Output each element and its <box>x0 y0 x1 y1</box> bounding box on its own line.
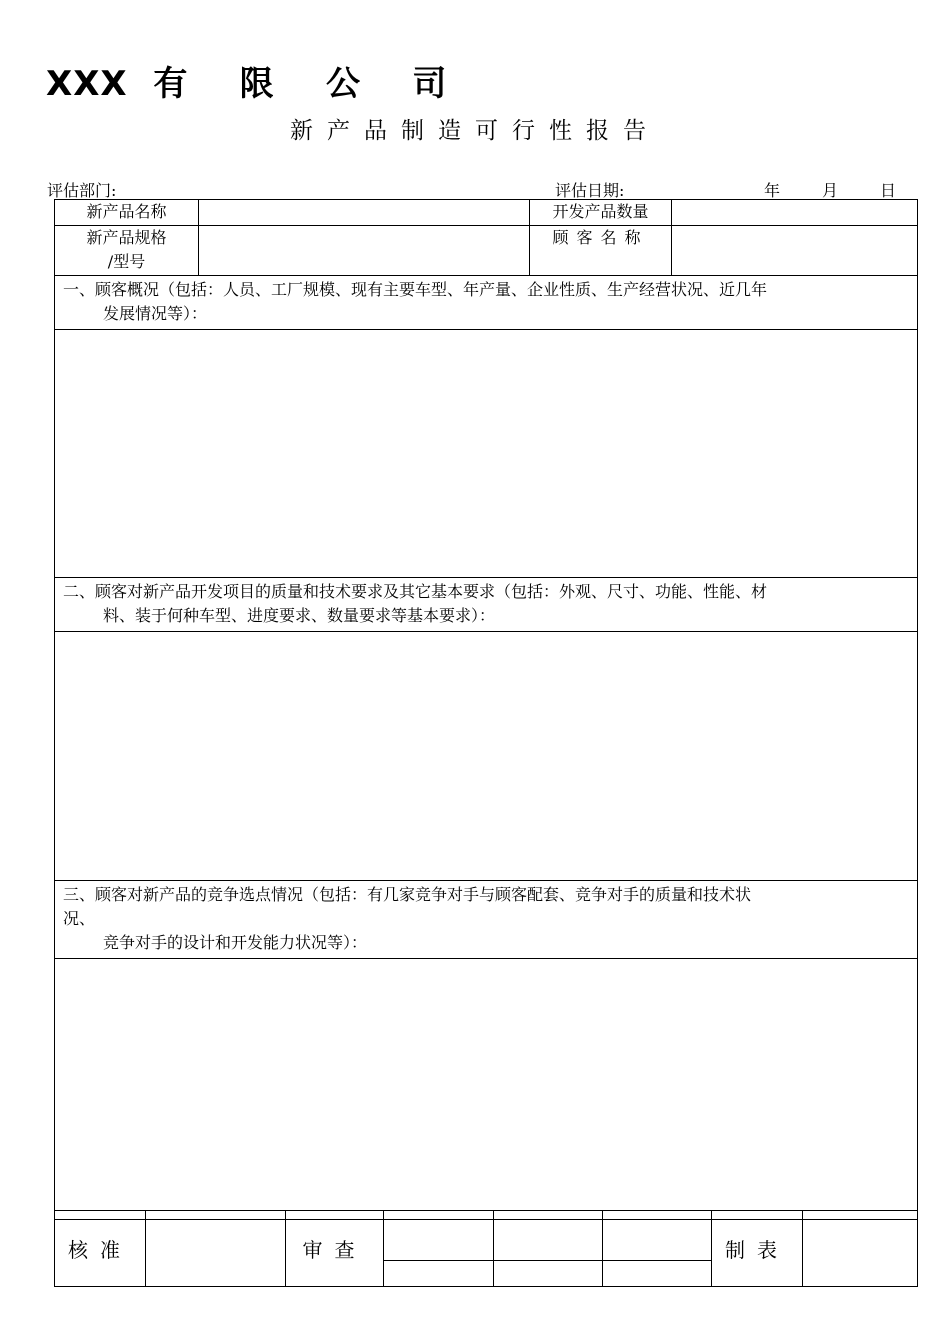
section-1-line1: 一、顾客概况（包括：人员、工厂规模、现有主要车型、年产量、企业性质、生产经营状况、近几年 <box>63 280 768 299</box>
review-signature-cell[interactable] <box>384 1211 494 1261</box>
report-form <box>54 199 918 1220</box>
section-3-line2: 况、 <box>63 909 96 928</box>
month-label: 月 <box>822 181 839 200</box>
spec-label <box>55 226 199 276</box>
section-1-line2: 发展情况等）： <box>103 304 208 323</box>
spec-label-line2: /型号 <box>107 252 146 271</box>
prepared-label: 制表 <box>712 1211 803 1287</box>
review-signature-cell[interactable] <box>603 1211 712 1261</box>
report-title: 新产品制造可行性报告 <box>290 118 660 144</box>
review-date-cell[interactable] <box>603 1261 712 1287</box>
approve-signature-field[interactable] <box>146 1211 286 1287</box>
review-date-cell[interactable] <box>384 1261 494 1287</box>
quantity-label: 开发产品数量 <box>530 200 672 226</box>
product-name-label: 新产品名称 <box>55 200 199 226</box>
customer-name-label: 顾客名称 <box>530 226 672 276</box>
section-3-body[interactable] <box>55 959 918 1220</box>
customer-name-field[interactable] <box>672 226 918 276</box>
section-3-line1: 三、顾客对新产品的竞争选点情况（包括：有几家竞争对手与顾客配套、竞争对手的质量和技术状 <box>63 885 752 904</box>
quantity-field[interactable] <box>672 200 918 226</box>
spec-field[interactable] <box>199 226 530 276</box>
section-2-body[interactable] <box>55 632 918 881</box>
spec-label-line1: 新产品规格 <box>86 228 167 247</box>
dept-label: 评估部门: <box>47 181 117 200</box>
day-label: 日 <box>880 181 897 200</box>
product-name-field[interactable] <box>199 200 530 226</box>
review-label: 审查 <box>286 1211 384 1287</box>
section-3-line3: 竞争对手的设计和开发能力状况等）： <box>103 933 368 952</box>
review-date-cell[interactable] <box>494 1261 603 1287</box>
section-1-heading <box>55 276 918 330</box>
section-3-heading <box>55 881 918 959</box>
date-label: 评估日期: <box>555 181 625 200</box>
signoff-table <box>54 1210 918 1287</box>
section-1-body[interactable] <box>55 330 918 578</box>
section-2-line1: 二、顾客对新产品开发项目的质量和技术要求及其它基本要求（包括：外观、尺寸、功能、性能、材 <box>63 582 768 601</box>
company-name: XXX 有 限 公 司 <box>46 64 448 104</box>
prepared-signature-field[interactable] <box>803 1211 918 1287</box>
review-signature-cell[interactable] <box>494 1211 603 1261</box>
year-label: 年 <box>764 181 781 200</box>
section-2-line2: 料、装于何种车型、进度要求、数量要求等基本要求）： <box>103 606 496 625</box>
section-2-heading <box>55 578 918 632</box>
approve-label: 核准 <box>55 1211 146 1287</box>
